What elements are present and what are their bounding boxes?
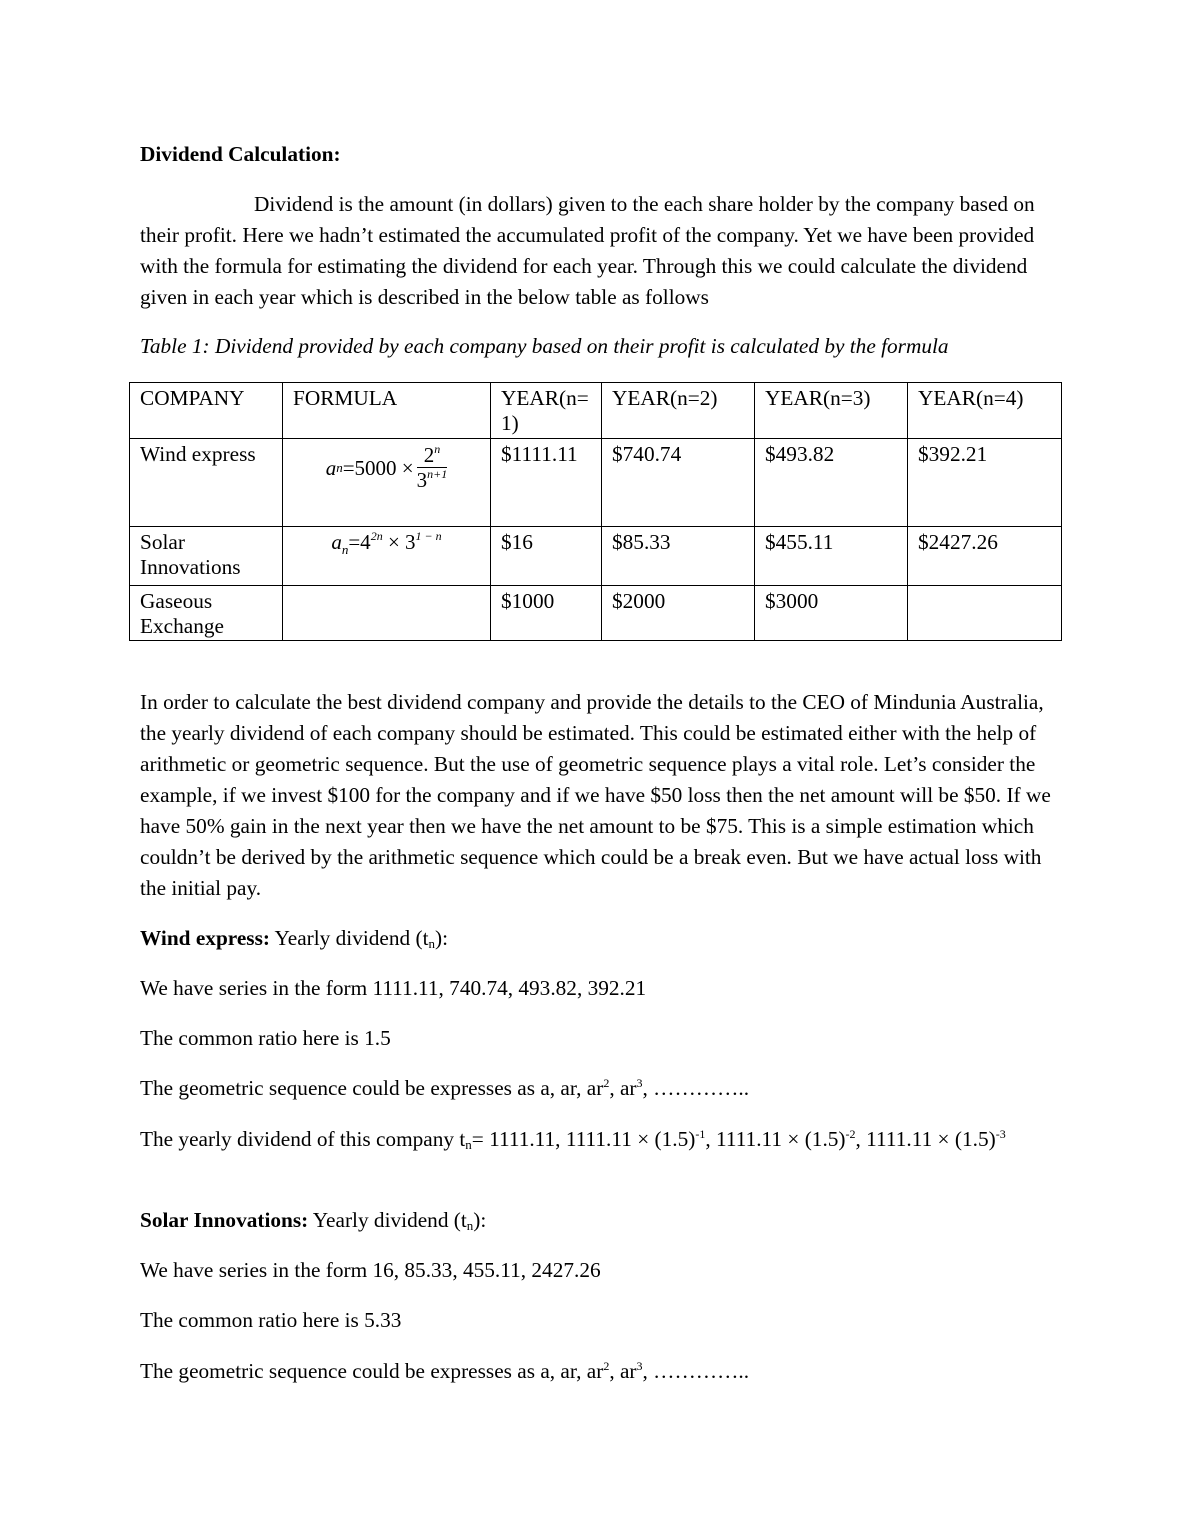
header-year-4: YEAR(n=4)	[908, 383, 1062, 439]
year-4-cell: $2427.26	[908, 527, 1062, 586]
solar-ratio-line: The common ratio here is 5.33	[140, 1308, 402, 1332]
geometric-mid: , ar	[609, 1076, 637, 1100]
yearly-dividend-term: , 1111.11 × (1.5)	[705, 1127, 846, 1151]
section-heading: Dividend Calculation:	[140, 142, 341, 166]
company-cell: Solar Innovations	[130, 527, 283, 586]
subscript-n: n	[428, 936, 436, 951]
year-1-cell: $1000	[491, 586, 602, 641]
formula-eq: =4	[348, 530, 371, 554]
close-text: ):	[473, 1208, 487, 1232]
year-4-cell: $392.21	[908, 439, 1062, 527]
superscript-2: 2	[603, 1076, 610, 1090]
formula-cell	[283, 586, 491, 641]
year-2-cell: $85.33	[602, 527, 755, 586]
yearly-dividend-text: Yearly dividend (t	[269, 926, 429, 950]
formula-var: a	[331, 530, 342, 554]
exponent: -3	[995, 1127, 1006, 1141]
geometric-dots: , …………..	[642, 1359, 750, 1383]
geometric-text: The geometric sequence could be expresses as a, ar, ar	[140, 1076, 604, 1100]
yearly-dividend-text: Yearly dividend (t	[308, 1208, 467, 1232]
year-3-cell: $455.11	[755, 527, 908, 586]
exponent: -1	[695, 1127, 706, 1141]
formula-cell	[283, 527, 491, 586]
formula-eq: =5000 ×	[342, 455, 414, 480]
wind-formula	[326, 444, 448, 491]
solar-series-line: We have series in the form 16, 85.33, 455.11, 2427.26	[140, 1258, 601, 1282]
table-header-row	[130, 383, 1062, 439]
solar-innovations-subheading	[140, 1205, 1052, 1236]
table-row	[130, 439, 1062, 527]
intro-paragraph: Dividend is the amount (in dollars) given to the each share holder by the company based on their profit. Here we hadn’t estimated the accumulated profit of the company. Yet we have been provided with the formula for estimating the dividend for each year. Through this we could calculate the dividend given in each year which is described in the below table as follows	[140, 192, 1035, 309]
exponent: -2	[845, 1127, 856, 1141]
wind-ratio-line: The common ratio here is 1.5	[140, 1026, 391, 1050]
formula-sub: n	[341, 542, 349, 557]
year-2-cell: $2000	[602, 586, 755, 641]
dividend-table	[129, 382, 1062, 641]
solar-geometric-line	[140, 1356, 1052, 1387]
subscript-n: n	[466, 1218, 474, 1233]
yearly-dividend-text: The yearly dividend of this company t	[140, 1127, 466, 1151]
explanation-paragraph: In order to calculate the best dividend company and provide the details to the CEO of Mindunia Australia, the yearly dividend of each company should be estimated. This could be estimated either with the help of arithmetic or geometric sequence. But the use of geometric sequence plays a vital role. Let’s consider the example, if we invest $100 for the company and if we have $50 loss then the net amount will be $50. If we have 50% gain in the next year then we have the net amount to be $75. This is a simple estimation which couldn’t be derived by the arithmetic sequence which could be a break even. But we have actual loss with the initial pay.	[140, 690, 1051, 900]
table-row	[130, 586, 1062, 641]
yearly-dividend-term: = 1111.11, 1111.11 × (1.5)	[471, 1127, 696, 1151]
wind-express-subheading	[140, 923, 1052, 954]
superscript-2: 2	[603, 1359, 610, 1373]
header-formula: FORMULA	[283, 383, 491, 439]
geometric-text: The geometric sequence could be expresses as a, ar, ar	[140, 1359, 604, 1383]
year-3-cell: $493.82	[755, 439, 908, 527]
wind-yearly-dividend-line	[140, 1124, 1052, 1155]
year-4-cell	[908, 586, 1062, 641]
fraction-numerator: 2	[423, 443, 435, 467]
formula-sub: n	[336, 459, 343, 475]
formula-fraction	[417, 444, 448, 491]
denominator-exponent: n+1	[427, 467, 448, 481]
year-3-cell: $3000	[755, 586, 908, 641]
subscript-n: n	[465, 1137, 472, 1152]
wind-geometric-line	[140, 1073, 1052, 1104]
superscript-3: 3	[636, 1076, 643, 1090]
header-year-2: YEAR(n=2)	[602, 383, 755, 439]
year-1-cell: $16	[491, 527, 602, 586]
formula-var: a	[325, 455, 337, 480]
wind-series-line: We have series in the form 1111.11, 740.74, 493.82, 392.21	[140, 976, 647, 1000]
yearly-dividend-term: , 1111.11 × (1.5)	[855, 1127, 996, 1151]
fraction-denominator: 3	[416, 468, 428, 492]
numerator-exponent: n	[434, 442, 441, 456]
header-year-1: YEAR(n=1)	[491, 383, 602, 439]
wind-express-label: Wind express:	[140, 926, 270, 950]
company-cell: Wind express	[130, 439, 283, 527]
solar-innovations-label: Solar Innovations:	[140, 1208, 309, 1232]
header-year-3: YEAR(n=3)	[755, 383, 908, 439]
formula-mid: × 3	[382, 530, 416, 554]
geometric-mid: , ar	[609, 1359, 637, 1383]
header-company: COMPANY	[130, 383, 283, 439]
formula-exponent: 2n	[370, 529, 383, 543]
formula-exponent: 1 − n	[415, 529, 442, 543]
year-1-cell: $1111.11	[491, 439, 602, 527]
formula-cell	[283, 439, 491, 527]
year-2-cell: $740.74	[602, 439, 755, 527]
close-text: ):	[435, 926, 449, 950]
table-row	[130, 527, 1062, 586]
superscript-3: 3	[636, 1359, 643, 1373]
table-caption: Table 1: Dividend provided by each company based on their profit is calculated by the formula	[140, 334, 949, 358]
company-cell: Gaseous Exchange	[130, 586, 283, 641]
geometric-dots: , …………..	[642, 1076, 750, 1100]
solar-formula	[331, 529, 442, 557]
